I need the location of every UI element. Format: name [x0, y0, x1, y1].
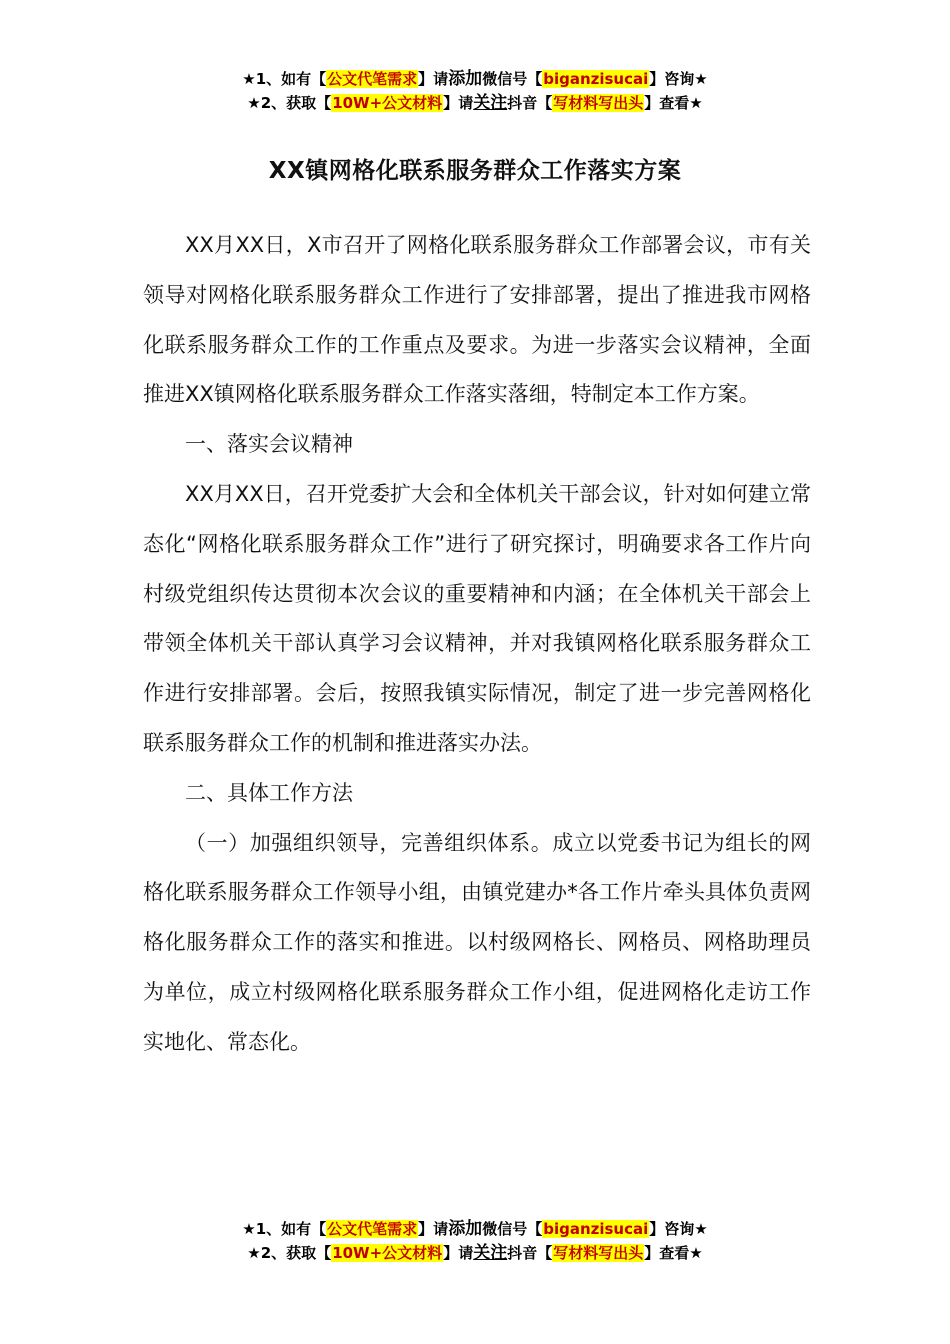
- wechat-id: biganzisucai: [543, 1220, 649, 1238]
- banner-text: 】请: [418, 1220, 449, 1238]
- section-2-paragraph: （一）加强组织领导，完善组织体系。成立以党委书记为组长的网格化联系服务群众工作领导小组，由镇党建办*各工作片牵头具体负责网格化服务群众工作的落实和推进。以村级网格长、网格员、网格助理员为单位，成立村级网格化联系服务群众工作小组，促进网格化走访工作实地化、常态化。: [143, 830, 811, 1054]
- banner-text: 】请: [418, 70, 449, 88]
- header-banner: [0, 67, 950, 115]
- document-body: [143, 221, 811, 1068]
- banner-line-1: [0, 67, 950, 91]
- wechat-id: biganzisucai: [543, 70, 649, 88]
- douyin-account: 写材料写出头: [553, 1244, 644, 1262]
- banner-line-1: [0, 1217, 950, 1241]
- highlight-tag: 公文代笔需求: [327, 1220, 418, 1238]
- banner-text: 抖音【: [507, 1244, 553, 1262]
- banner-text: 微信号【: [482, 1220, 543, 1238]
- banner-text: 】咨询★: [649, 70, 708, 88]
- highlight-tag: 公文代笔需求: [327, 70, 418, 88]
- banner-text: ★2、获取【: [247, 94, 332, 112]
- document-title: XX镇网格化联系服务群众工作落实方案: [268, 158, 682, 184]
- banner-line-2: [0, 1241, 950, 1265]
- banner-text: 】咨询★: [649, 1220, 708, 1238]
- section-heading-2: 二、具体工作方法: [185, 780, 353, 805]
- banner-text: 抖音【: [507, 94, 553, 112]
- douyin-account: 写材料写出头: [553, 94, 644, 112]
- banner-emphasis: 添加: [448, 1219, 483, 1239]
- section-1-paragraph: XX月XX日，召开党委扩大会和全体机关干部会议，针对如何建立常态化“网格化联系服务群众工作”进行了研究探讨，明确要求各工作片向村级党组织传达贯彻本次会议的重要精神和内涵；在全体机关干部会上带领全体机关干部认真学习会议精神，并对我镇网格化联系服务群众工作进行安排部署。会后，按照我镇实际情况，制定了进一步完善网格化联系服务群众工作的机制和推进落实办法。: [143, 481, 811, 755]
- banner-text: ★1、如有【: [242, 1220, 327, 1238]
- banner-emphasis: 关注: [473, 1243, 508, 1263]
- banner-emphasis: 关注: [473, 93, 508, 113]
- banner-text: 】请: [443, 1244, 474, 1262]
- banner-text: 】请: [443, 94, 474, 112]
- highlight-tag: 10W+公文材料: [332, 1244, 443, 1262]
- banner-text: 】查看★: [644, 1244, 703, 1262]
- banner-line-2: [0, 91, 950, 115]
- highlight-tag: 10W+公文材料: [332, 94, 443, 112]
- banner-text: 】查看★: [644, 94, 703, 112]
- banner-text: ★2、获取【: [247, 1244, 332, 1262]
- banner-text: 微信号【: [482, 70, 543, 88]
- intro-paragraph: XX月XX日，X市召开了网格化联系服务群众工作部署会议，市有关领导对网格化联系服务群众工作进行了安排部署，提出了推进我市网格化联系服务群众工作的工作重点及要求。为进一步落实会议精神，全面推进XX镇网格化联系服务群众工作落实落细，特制定本工作方案。: [143, 233, 811, 407]
- banner-emphasis: 添加: [448, 69, 483, 89]
- footer-banner: [0, 1217, 950, 1265]
- section-heading-1: 一、落实会议精神: [185, 432, 353, 457]
- banner-text: ★1、如有【: [242, 70, 327, 88]
